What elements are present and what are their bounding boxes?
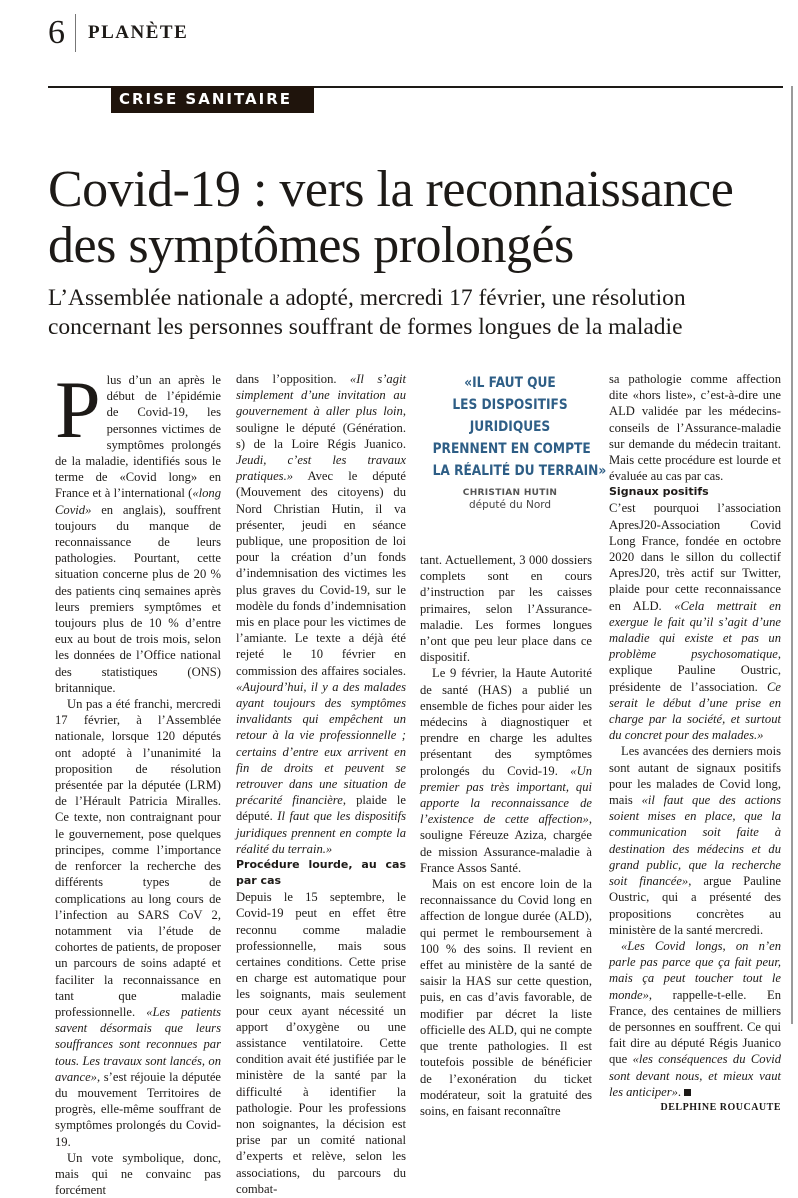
pull-quote-line: «IL FAUT QUE [464,375,556,391]
text-run: Avec le député (Mouvement des citoyens) du Nord Christian Hutin, il va présenter, jeudi en séance publique, une proposition de loi pour la création d’un fonds d’indemnisation des victimes les plus graves du Covid-19, sur le modèle du fonds d’indemnisation mis en place pour les victimes de l’amiante. Le texte a déjà été rejeté le 10 février en commission des affaires sociales. [236,469,406,678]
quote-run: «Un premier pas très important, qui apporte la reconnaissance de l’existence de cette affection» [420,763,592,827]
quote-run: Ce serait le début d’une prise en charge par la société, et surtout du concret pour des malades.» [609,679,781,743]
paragraph [609,743,781,937]
pull-quote-line: JURIDIQUES [469,419,551,435]
text-run: Les avancées des derniers mois sont autant de signaux positifs pour les malades de Covid long, mais [609,744,781,808]
page-number: 6 [48,14,65,51]
article-column-4 [609,371,781,1116]
quote-run: Jeudi, c’est les travaux pratiques.» [236,453,406,484]
paragraph [420,665,592,876]
kicker-label: CRISE SANITAIRE [111,86,314,113]
paragraph [55,696,221,1150]
quote-run: «long Covid» [55,486,221,517]
folio-separator [75,14,76,52]
paragraph [609,500,781,743]
quote-run: «Cela mettrait en exergue le fait qu’il s’agit d’une maladie qui existe et pas un problème psychosomatique [609,598,781,662]
section-heading: Procédure lourde, au cas par cas [236,858,406,888]
byline: DELPHINE ROUCAUTE [660,1101,781,1113]
quote-run: «Aujourd’hui, il y a des malades ayant toujours des symptômes invalidants qui empêchent un retour à la vie professionnelle ; certains d’entre eux arrivent en fin de droits et peuvent se retrouver dans une situation de précarité financière [236,679,406,808]
text-run: , rappelle-t-elle. En France, des centaines de milliers de personnes en souffrent. Ce qui fait dire au député Régis Juanico que [609,987,781,1067]
folio [48,14,188,52]
quote-run: «il faut que des actions soient mises en place, que la communication soit faite à destination des médecins et du grand public, que la recherche soit financée» [609,793,781,889]
text-run: dans l’opposition. [236,372,350,386]
quote-run: «Les patients savent désormais que leurs souffrances sont reconnues par tous. Les travaux sont lancés, on avance» [55,1004,221,1084]
text-run: , s’est réjouie la députée du mouvement Territoires de progrès, elle-même souffrant de symptômes prolongés du Covid-19. [55,1069,221,1149]
pull-quote [420,372,607,511]
text-run: , souligne Féreuze Aziza, chargée de mission Assurance-maladie à France Assos Santé. [420,812,592,875]
text-run: lus d’un an après le début de l’épidémie de Covid-19, les personnes victimes de symptômes prolongés de la maladie, identifiés sous le terme de «Covid long» en France et à l’international ( [55,373,221,501]
text-run: , explique Pauline Oustric, présidente de l’association. [609,647,781,694]
section-rubric: PLANÈTE [88,22,189,43]
paragraph: Depuis le 15 septembre, le Covid-19 peut en effet être reconnu comme maladie professionnelle, mais sous certaines conditions. Cette prise en charge est automatique pour les soignants, mais seulement pour ceux ayant nécessité un apport d’oxygène ou une assistance ventilatoire. Cette condition avait été justifiée par le ministère de la santé par la difficulté à identifier la pathologie. Pour les professions non soignantes, la décision est prise par un comité national d’experts et relève, selon les associations, du parcours du combat- [236,890,406,1196]
paragraph: Mais on est encore loin de la reconnaissance du Covid long en affection de longue durée (ALD), qui permet le remboursement à 100 % des soins. Il revient en effet au ministère de la santé de saisir la HAS sur cette question, puis, en cas d’avis favorable, de modifier par décret la liste officielle des ALD, qui ne compte que trente pathologies. Il est toutefois possible de bénéficier de l’exonération du ticket modérateur, soit la gratuité des soins, en faisant reconnaître [420,877,592,1118]
text-run: , plaide le député. [236,793,407,824]
paragraph [55,364,221,696]
text-run: Le 9 février, la Haute Autorité de santé (HAS) a publié un ensemble de fiches pour aider les médecins à diagnostiquer et prendre en charge les adultes présentant des symptômes prolongés du Covid-19. [420,666,592,778]
text-run: Un pas a été franchi, mercredi 17 février, à l’Assemblée nationale, lorsque 120 députés ont adopté à l’unanimité la proposition de résolution présentée par la députée (LRM) de l’Hérault Patricia Miralles. Ce texte, non contraignant pour le gouvernement, pose quelques principes, comme l’importance de renforcer la recherche des différents types de complications au long cours de l’infection au SARS CoV 2, notamment via l’étude de cohortes de patients, de proposer un parcours de soins adapté et faciliter la reconnaissance en tant que maladie professionnelle. [55,697,221,1019]
end-of-article-square-icon [684,1089,691,1096]
paragraph [609,938,781,1100]
subheadline: L’Assemblée nationale a adopté, mercredi 17 février, une résolution concernant les personnes souffrant de formes longues de la maladie [48,285,686,340]
article-column-2 [236,371,406,1197]
text-run: C’est pourquoi l’association ApresJ20-Association Covid Long France, fondée en octobre 2020 dans le sillon du collectif ApresJ20, très actif sur Twitter, plaide pour cette reconnaissance en ALD. [609,501,781,613]
pull-quote-line: PRENNENT EN COMPTE [432,441,591,457]
page-edge-rule [791,86,793,1024]
section-heading: Signaux positifs [609,485,709,499]
paragraph: sa pathologie comme affection dite «hors liste», c’est-à-dire une ALD validée par les médecins-conseils de l’Assurance-maladie sur demande du médecin traitant. Mais cette procédure est lourde et évaluée au cas par cas. [609,372,781,484]
text-run: , souligne le député (Génération. s) de la Loire Régis Juanico. [236,404,406,451]
paragraph: tant. Actuellement, 3 000 dossiers complets sont en cours d’instruction par les caisses primaires, selon l’Assurance-maladie. Les formes longues n’ont que peu leur place dans ce dispositif. [420,553,592,665]
drop-cap: P [55,364,101,455]
paragraph: Un vote symbolique, donc, mais qui ne convainc pas forcément [55,1150,221,1198]
pull-quote-line: LA RÉALITÉ DU TERRAIN» [432,463,607,479]
text-run: en anglais), souffrent toujours du manque de reconnaissance de leurs pathologies. Pourtant, cette situation concerne plus de 20 % des patients cinq semaines après leurs premiers symptômes et toujours plus de 10 % d’entre eux au bout de trois mois, selon les données de l’Office national des statistiques (ONS) britannique. [55,502,221,695]
text-run: , argue Pauline Oustric, qui a présenté des propositions concrètes au ministère de la santé mercredi. [609,874,781,937]
pull-quote-author: CHRISTIAN HUTIN [462,488,558,498]
headline-line-2: des symptômes prolongés [48,217,574,274]
quote-run: «Les Covid longs, on n’en parle pas parce que ça fait peur, mais ça peut toucher tout le monde» [609,938,781,1002]
quote-run: Il faut que les dispositifs juridiques prennent en compte la réalité du terrain.» [236,809,406,856]
pull-quote-role: député du Nord [468,499,552,511]
article-column-3 [420,552,592,1119]
quote-run: «Il s’agit simplement d’une invitation au gouvernement à aller plus loin [236,372,407,419]
article-column-1 [55,364,221,1198]
pull-quote-line: LES DISPOSITIFS [452,397,568,413]
quote-run: «les conséquences du Covid sont devant nous, et mieux vaut les anticiper» [609,1052,781,1099]
headline [48,162,788,274]
headline-line-1: Covid-19 : vers la reconnaissance [48,161,734,218]
text-run: . [677,1084,682,1099]
paragraph [236,371,406,857]
